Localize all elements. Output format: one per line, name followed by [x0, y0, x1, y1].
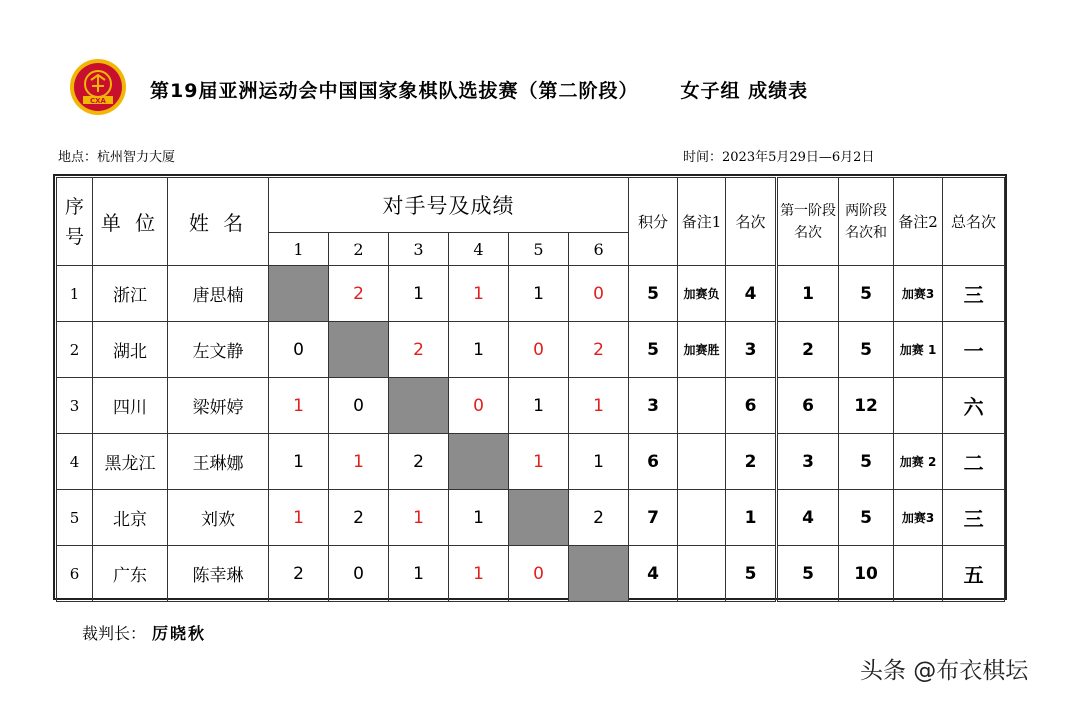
header-opp-1: 1 — [269, 233, 329, 266]
header-stage1-rank: 第一阶段名次 — [777, 178, 839, 266]
header-note2: 备注2 — [894, 178, 943, 266]
page-title — [150, 76, 990, 103]
row-points: 5 — [629, 266, 678, 322]
row-unit: 四川 — [93, 378, 168, 434]
table-row — [57, 434, 1005, 490]
score-cell: 1 — [449, 546, 509, 602]
row-name: 左文静 — [168, 322, 269, 378]
row-seq: 5 — [57, 490, 93, 546]
row-stage1-rank: 5 — [777, 546, 839, 602]
self-cell — [389, 378, 449, 434]
row-points: 6 — [629, 434, 678, 490]
row-points: 7 — [629, 490, 678, 546]
header-note1: 备注1 — [678, 178, 726, 266]
header-opp-4: 4 — [449, 233, 509, 266]
header-seq: 序号 — [57, 178, 93, 266]
row-stage1-rank: 4 — [777, 490, 839, 546]
row-note2 — [894, 378, 943, 434]
row-stage1-rank: 3 — [777, 434, 839, 490]
row-note2 — [894, 546, 943, 602]
score-cell: 2 — [269, 546, 329, 602]
row-note2: 加赛 1 — [894, 322, 943, 378]
row-seq: 4 — [57, 434, 93, 490]
header-two-stage-sum: 两阶段名次和 — [839, 178, 894, 266]
header-total-rank: 总名次 — [943, 178, 1005, 266]
location-text: 地点：杭州智力大厦 — [58, 150, 176, 165]
score-cell: 1 — [509, 434, 569, 490]
score-cell: 0 — [329, 378, 389, 434]
row-total-rank: 二 — [943, 434, 1005, 490]
score-cell: 2 — [329, 266, 389, 322]
header-rank: 名次 — [726, 178, 777, 266]
row-stage1-rank: 2 — [777, 322, 839, 378]
row-name: 陈幸琳 — [168, 546, 269, 602]
score-cell: 1 — [569, 378, 629, 434]
time-text: 时间：2023年5月29日—6月2日 — [683, 150, 875, 165]
header-points: 积分 — [629, 178, 678, 266]
row-unit: 广东 — [93, 546, 168, 602]
row-note1 — [678, 546, 726, 602]
score-cell: 2 — [569, 490, 629, 546]
score-cell: 0 — [509, 322, 569, 378]
row-note1: 加赛负 — [678, 266, 726, 322]
row-points: 4 — [629, 546, 678, 602]
row-total-rank: 一 — [943, 322, 1005, 378]
self-cell — [509, 490, 569, 546]
table-row — [57, 546, 1005, 602]
row-note1 — [678, 490, 726, 546]
score-cell: 1 — [449, 322, 509, 378]
score-cell: 1 — [329, 434, 389, 490]
row-two-stage-sum: 10 — [839, 546, 894, 602]
row-rank: 3 — [726, 322, 777, 378]
row-unit: 湖北 — [93, 322, 168, 378]
score-cell: 1 — [509, 378, 569, 434]
row-name: 王琳娜 — [168, 434, 269, 490]
row-name: 梁妍婷 — [168, 378, 269, 434]
row-total-rank: 三 — [943, 266, 1005, 322]
row-points: 5 — [629, 322, 678, 378]
score-cell: 1 — [269, 490, 329, 546]
row-rank: 4 — [726, 266, 777, 322]
result-rows — [57, 266, 1005, 602]
row-note1 — [678, 434, 726, 490]
watermark-text: 头条 @布衣棋坛 — [860, 658, 1029, 684]
row-points: 3 — [629, 378, 678, 434]
row-two-stage-sum: 5 — [839, 434, 894, 490]
row-unit: 黑龙江 — [93, 434, 168, 490]
score-cell: 1 — [509, 266, 569, 322]
header-opp-5: 5 — [509, 233, 569, 266]
header-opp-6: 6 — [569, 233, 629, 266]
row-two-stage-sum: 5 — [839, 322, 894, 378]
score-cell: 1 — [389, 266, 449, 322]
referee-label: 裁判长： — [82, 624, 147, 643]
row-stage1-rank: 1 — [777, 266, 839, 322]
header-name: 姓 名 — [168, 178, 269, 266]
table-row — [57, 490, 1005, 546]
row-rank: 6 — [726, 378, 777, 434]
row-seq: 3 — [57, 378, 93, 434]
referee-name: 厉晓秋 — [152, 624, 207, 643]
score-cell: 0 — [509, 546, 569, 602]
results-table-frame — [53, 174, 1007, 600]
score-cell: 0 — [269, 322, 329, 378]
row-note2: 加赛3 — [894, 490, 943, 546]
row-total-rank: 三 — [943, 490, 1005, 546]
header-opp-3: 3 — [389, 233, 449, 266]
row-unit: 浙江 — [93, 266, 168, 322]
self-cell — [269, 266, 329, 322]
score-cell: 1 — [389, 546, 449, 602]
score-cell: 1 — [569, 434, 629, 490]
score-cell: 0 — [449, 378, 509, 434]
table-row — [57, 322, 1005, 378]
score-cell: 1 — [269, 434, 329, 490]
score-cell: 1 — [389, 490, 449, 546]
header-opp-2: 2 — [329, 233, 389, 266]
row-note1: 加赛胜 — [678, 322, 726, 378]
row-total-rank: 六 — [943, 378, 1005, 434]
row-two-stage-sum: 12 — [839, 378, 894, 434]
score-cell: 1 — [269, 378, 329, 434]
self-cell — [449, 434, 509, 490]
row-two-stage-sum: 5 — [839, 266, 894, 322]
svg-text:CXA: CXA — [90, 97, 106, 105]
row-total-rank: 五 — [943, 546, 1005, 602]
row-rank: 1 — [726, 490, 777, 546]
row-rank: 2 — [726, 434, 777, 490]
row-note1 — [678, 378, 726, 434]
score-cell: 2 — [329, 490, 389, 546]
row-name: 唐思楠 — [168, 266, 269, 322]
row-seq: 6 — [57, 546, 93, 602]
table-row — [57, 378, 1005, 434]
self-cell — [569, 546, 629, 602]
score-cell: 0 — [329, 546, 389, 602]
row-seq: 1 — [57, 266, 93, 322]
row-note2: 加赛 2 — [894, 434, 943, 490]
header-unit: 单 位 — [93, 178, 168, 266]
score-cell: 2 — [569, 322, 629, 378]
row-stage1-rank: 6 — [777, 378, 839, 434]
score-cell: 2 — [389, 322, 449, 378]
row-two-stage-sum: 5 — [839, 490, 894, 546]
referee-line — [82, 621, 206, 644]
row-name: 刘欢 — [168, 490, 269, 546]
score-cell: 1 — [449, 490, 509, 546]
score-cell: 2 — [389, 434, 449, 490]
results-table — [56, 177, 1005, 602]
row-unit: 北京 — [93, 490, 168, 546]
title-main: 第19届亚洲运动会中国国家象棋队选拔赛（第二阶段） — [150, 80, 639, 102]
cxa-logo-icon — [69, 58, 127, 116]
row-note2: 加赛3 — [894, 266, 943, 322]
table-row — [57, 266, 1005, 322]
row-seq: 2 — [57, 322, 93, 378]
title-group: 女子组 成绩表 — [680, 80, 809, 102]
row-rank: 5 — [726, 546, 777, 602]
score-cell: 1 — [449, 266, 509, 322]
self-cell — [329, 322, 389, 378]
score-cell: 0 — [569, 266, 629, 322]
header-opponents: 对手号及成绩 — [269, 178, 629, 233]
